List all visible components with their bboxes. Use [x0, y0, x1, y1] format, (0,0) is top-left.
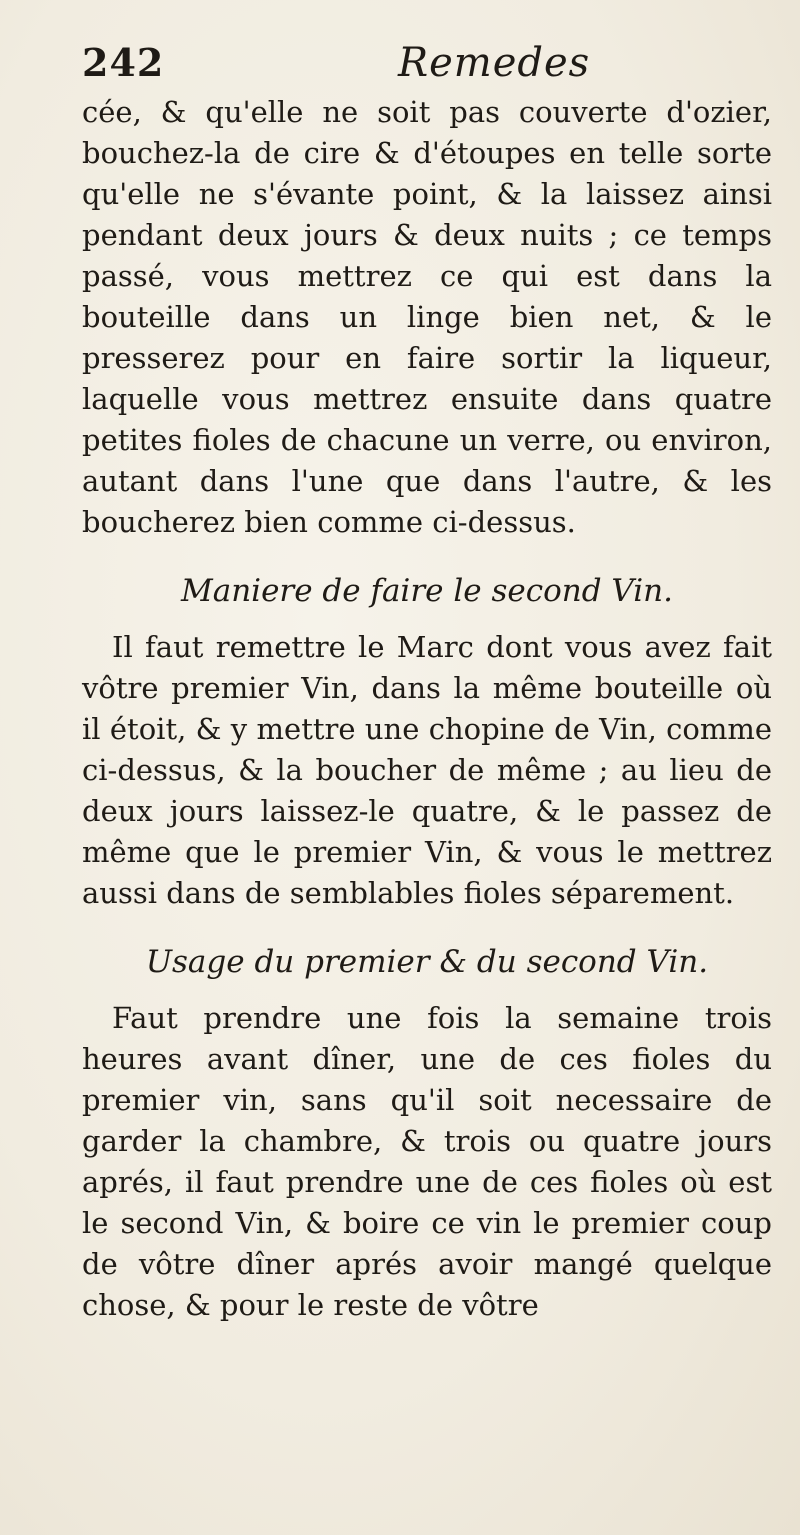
page-header	[82, 40, 772, 90]
running-head: Remedes	[398, 40, 591, 86]
paragraph-continuation: cée, & qu'elle ne soit pas couverte d'ozier, bouchez-la de cire & d'étoupes en telle sorte qu'elle ne s'évante point, & la laissez ainsi pendant deux jours & deux nuits ; ce temps passé, vous mettrez ce qui est dans la bouteille dans un linge bien net, & le presserez pour en faire sortir la liqueur, laquelle vous mettrez ensuite dans quatre petites fioles de chacune un verre, ou environ, autant dans l'une que dans l'autre, & les boucherez bien comme ci-dessus.	[82, 95, 772, 539]
page-number: 242	[82, 40, 165, 85]
paragraph-second-wine: Il faut remettre le Marc dont vous avez fait vôtre premier Vin, dans la même bouteille où il étoit, & y mettre une chopine de Vin, comme ci-dessus, & la boucher de même ; au lieu de deux jours laissez-le quatre, & le passez de même que le premier Vin, & vous le mettrez aussi dans de semblables fioles séparement.	[82, 630, 772, 910]
paragraph-usage: Faut prendre une fois la semaine trois heures avant dîner, une de ces fioles du premier vin, sans qu'il soit necessaire de garder la chambre, & trois ou quatre jours aprés, il faut prendre une de ces fioles où est le second Vin, & boire ce vin le premier coup de vôtre dîner aprés avoir mangé quelque chose, & pour le reste de vôtre	[82, 1001, 772, 1322]
section-title-usage: Usage du premier & du second Vin.	[145, 944, 709, 980]
body-text	[82, 92, 772, 1326]
section-title-second-wine: Maniere de faire le second Vin.	[180, 573, 674, 609]
